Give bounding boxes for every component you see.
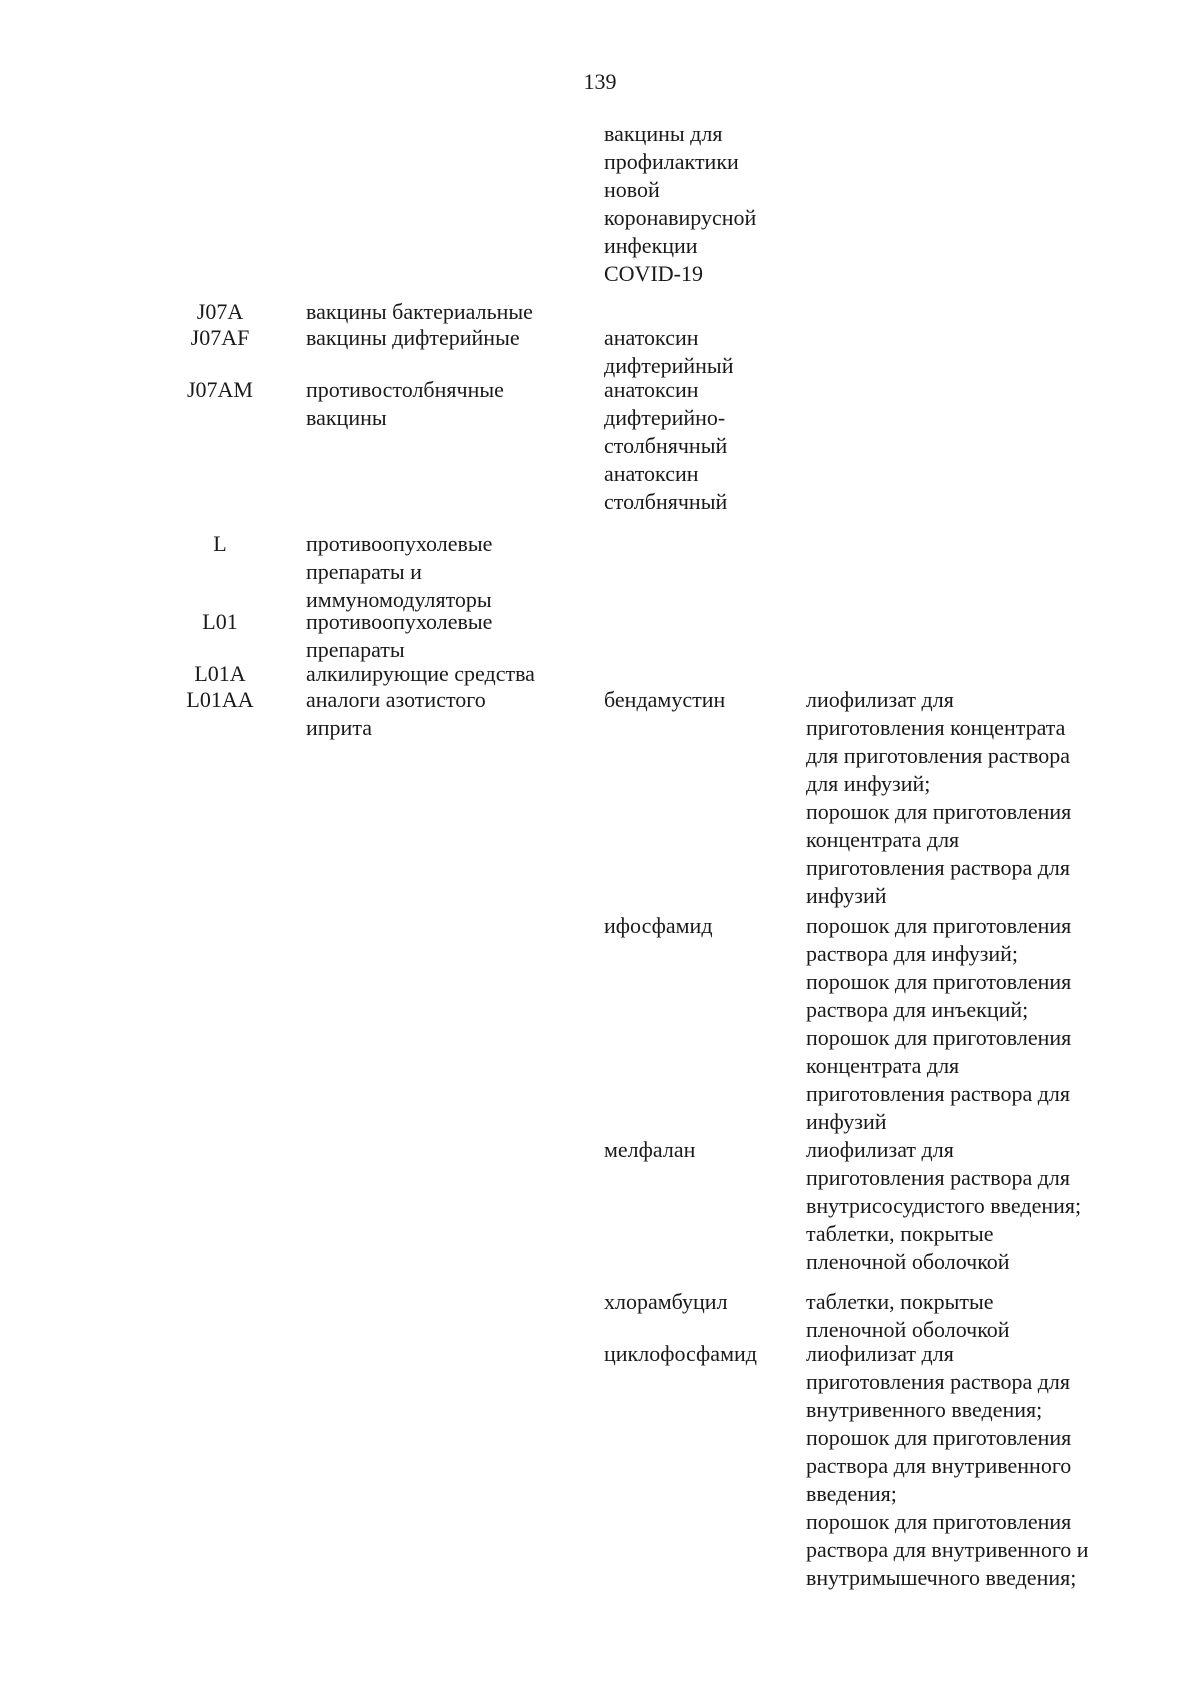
- forms-line: приготовления раствора для: [806, 1081, 1070, 1106]
- drug-line: столбнячный: [604, 433, 728, 458]
- drug-line: анатоксин: [604, 377, 699, 402]
- group-line: вакцины дифтерийные: [306, 325, 520, 350]
- drug-line: анатоксин: [604, 325, 699, 350]
- forms-line: приготовления раствора для: [806, 1165, 1070, 1190]
- group-line: препараты: [306, 637, 405, 662]
- forms-line: приготовления концентрата: [806, 715, 1066, 740]
- cell-group: [306, 298, 596, 326]
- forms-line: приготовления раствора для: [806, 855, 1070, 880]
- forms-line: инфузий: [806, 883, 887, 908]
- forms-line: для приготовления раствора: [806, 743, 1070, 768]
- cell-forms: [806, 1288, 1136, 1344]
- page-number: 139: [583, 69, 617, 94]
- forms-line: пленочной оболочкой: [806, 1249, 1010, 1274]
- drug-line: коронавирусной: [604, 205, 757, 230]
- cell-drug: [604, 1288, 804, 1316]
- forms-line: инфузий: [806, 1109, 887, 1134]
- cell-code: L01: [202, 609, 238, 634]
- forms-line: концентрата для: [806, 1053, 960, 1078]
- cell-group: [306, 660, 596, 688]
- drug-line: COVID-19: [604, 261, 703, 286]
- drug-line: вакцины для: [604, 121, 723, 146]
- group-line: иприта: [306, 715, 372, 740]
- forms-line: для инфузий;: [806, 771, 931, 796]
- cell-group: [306, 686, 596, 742]
- cell-code: J07A: [196, 299, 244, 324]
- cell-drug: [604, 1136, 804, 1164]
- forms-line: таблетки, покрытые: [806, 1221, 994, 1246]
- group-line: препараты и: [306, 559, 422, 584]
- cell-drug: [604, 120, 804, 288]
- forms-line: раствора для инъекций;: [806, 997, 1029, 1022]
- forms-line: лиофилизат для: [806, 1341, 954, 1366]
- forms-line: приготовления раствора для: [806, 1369, 1070, 1394]
- drug-line: анатоксин: [604, 461, 699, 486]
- drug-line: бендамустин: [604, 687, 726, 712]
- forms-line: раствора для внутривенного и: [806, 1537, 1089, 1562]
- forms-line: порошок для приготовления: [806, 913, 1072, 938]
- forms-line: внутривенного введения;: [806, 1397, 1043, 1422]
- cell-drug: [604, 324, 804, 380]
- forms-line: пленочной оболочкой: [806, 1317, 1010, 1342]
- forms-line: порошок для приготовления: [806, 969, 1072, 994]
- cell-group: [306, 608, 596, 664]
- group-line: алкилирующие средства: [306, 661, 535, 686]
- cell-drug: [604, 686, 804, 714]
- cell-code: J07AF: [190, 325, 250, 350]
- cell-drug: [604, 912, 804, 940]
- group-line: противоопухолевые: [306, 531, 493, 556]
- forms-line: раствора для внутривенного: [806, 1453, 1072, 1478]
- forms-line: внутримышечного введения;: [806, 1565, 1077, 1590]
- forms-line: порошок для приготовления: [806, 1509, 1072, 1534]
- forms-line: введения;: [806, 1481, 897, 1506]
- drug-line: мелфалан: [604, 1137, 696, 1162]
- cell-drug: [604, 376, 804, 516]
- drug-line: дифтерийный: [604, 353, 734, 378]
- cell-forms: [806, 686, 1136, 910]
- drug-line: ифосфамид: [604, 913, 713, 938]
- forms-line: лиофилизат для: [806, 687, 954, 712]
- cell-code: L01AA: [186, 687, 254, 712]
- group-line: иммуномодуляторы: [306, 587, 492, 612]
- forms-line: порошок для приготовления: [806, 1425, 1072, 1450]
- drug-line: циклофосфамид: [604, 1341, 757, 1366]
- cell-drug: [604, 1340, 804, 1368]
- drug-line: столбнячный: [604, 489, 728, 514]
- group-line: аналоги азотистого: [306, 687, 486, 712]
- drug-line: профилактики: [604, 149, 739, 174]
- forms-line: концентрата для: [806, 827, 960, 852]
- cell-code: L: [213, 531, 227, 556]
- cell-forms: [806, 912, 1136, 1136]
- group-line: противостолбнячные: [306, 377, 504, 402]
- cell-code: L01A: [194, 661, 246, 686]
- forms-line: лиофилизат для: [806, 1137, 954, 1162]
- drug-line: хлорамбуцил: [604, 1289, 728, 1314]
- forms-line: порошок для приготовления: [806, 799, 1072, 824]
- cell-forms: [806, 1136, 1136, 1276]
- drug-line: инфекции: [604, 233, 698, 258]
- forms-line: таблетки, покрытые: [806, 1289, 994, 1314]
- drug-line: дифтерийно-: [604, 405, 726, 430]
- forms-line: внутрисосудистого введения;: [806, 1193, 1082, 1218]
- cell-group: [306, 324, 596, 352]
- drug-line: новой: [604, 177, 660, 202]
- cell-group: [306, 376, 596, 432]
- group-line: вакцины бактериальные: [306, 299, 533, 324]
- group-line: противоопухолевые: [306, 609, 493, 634]
- cell-code: J07AM: [186, 377, 253, 402]
- group-line: вакцины: [306, 405, 387, 430]
- cell-forms: [806, 1340, 1136, 1592]
- forms-line: порошок для приготовления: [806, 1025, 1072, 1050]
- forms-line: раствора для инфузий;: [806, 941, 1019, 966]
- cell-group: [306, 530, 596, 614]
